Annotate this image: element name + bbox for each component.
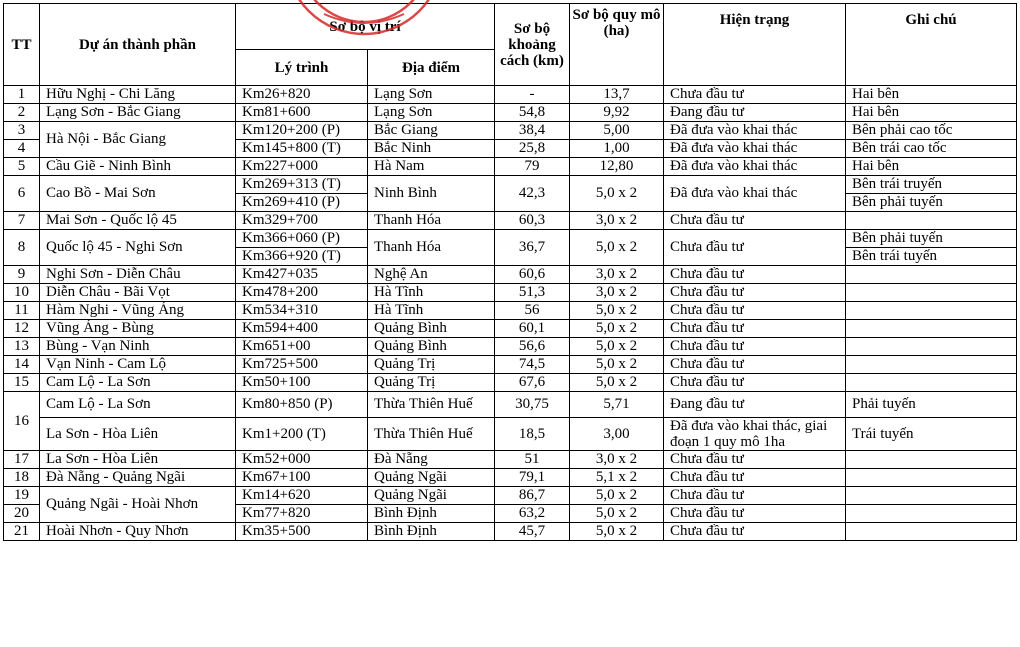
cell-distance: 51	[495, 451, 570, 469]
cell-chainage: Km366+060 (P)	[236, 230, 368, 248]
cell-chainage: Km77+820	[236, 505, 368, 523]
cell-distance: 74,5	[495, 356, 570, 374]
cell-note: Trái tuyến	[846, 418, 1017, 451]
cell-distance: 54,8	[495, 104, 570, 122]
cell-status: Đã đưa vào khai thác	[664, 176, 846, 212]
cell-project: Cầu Giẽ - Ninh Bình	[40, 158, 236, 176]
cell-distance: 56,6	[495, 338, 570, 356]
cell-tt: 1	[4, 86, 40, 104]
cell-status: Chưa đầu tư	[664, 86, 846, 104]
table-row	[4, 104, 1017, 122]
header-status: Hiện trạng	[664, 4, 846, 86]
table-row	[4, 356, 1017, 374]
cell-tt: 19	[4, 487, 40, 505]
table-row	[4, 451, 1017, 469]
cell-note: Hai bên	[846, 158, 1017, 176]
cell-status: Chưa đầu tư	[664, 266, 846, 284]
cell-note	[846, 451, 1017, 469]
table-row	[4, 212, 1017, 230]
cell-note	[846, 320, 1017, 338]
cell-note: Hai bên	[846, 104, 1017, 122]
cell-project: Hoài Nhơn - Quy Nhơn	[40, 523, 236, 541]
cell-place: Quảng Bình	[368, 338, 495, 356]
cell-chainage: Km26+820	[236, 86, 368, 104]
cell-chainage: Km80+850 (P)	[236, 392, 368, 418]
header-note: Ghi chú	[846, 4, 1017, 86]
cell-chainage: Km269+313 (T)	[236, 176, 368, 194]
cell-scale: 12,80	[570, 158, 664, 176]
cell-status: Chưa đầu tư	[664, 338, 846, 356]
cell-note	[846, 302, 1017, 320]
cell-tt: 12	[4, 320, 40, 338]
cell-project: La Sơn - Hòa Liên	[40, 451, 236, 469]
cell-distance: 60,6	[495, 266, 570, 284]
cell-note: Bên trái truyến	[846, 176, 1017, 194]
cell-place: Bắc Ninh	[368, 140, 495, 158]
cell-tt: 3	[4, 122, 40, 140]
cell-distance: 60,3	[495, 212, 570, 230]
cell-tt: 8	[4, 230, 40, 266]
cell-project: Cam Lộ - La Sơn	[40, 392, 236, 418]
cell-place: Thanh Hóa	[368, 230, 495, 266]
cell-project: Quảng Ngãi - Hoài Nhơn	[40, 487, 236, 523]
cell-status: Chưa đầu tư	[664, 212, 846, 230]
cell-scale: 1,00	[570, 140, 664, 158]
cell-scale: 13,7	[570, 86, 664, 104]
cell-status: Chưa đầu tư	[664, 302, 846, 320]
cell-note: Bên phải tuyến	[846, 230, 1017, 248]
cell-tt: 2	[4, 104, 40, 122]
cell-place: Bình Định	[368, 523, 495, 541]
cell-note	[846, 469, 1017, 487]
cell-chainage: Km594+400	[236, 320, 368, 338]
header-project: Dự án thành phần	[40, 4, 236, 86]
table-row	[4, 392, 1017, 418]
cell-project: Vũng Áng - Bùng	[40, 320, 236, 338]
cell-scale: 5,0 x 2	[570, 523, 664, 541]
cell-project: Đà Nẵng - Quảng Ngãi	[40, 469, 236, 487]
cell-tt: 7	[4, 212, 40, 230]
cell-chainage: Km145+800 (T)	[236, 140, 368, 158]
cell-chainage: Km725+500	[236, 356, 368, 374]
table-row	[4, 487, 1017, 505]
header-tt: TT	[4, 4, 40, 86]
cell-distance: 86,7	[495, 487, 570, 505]
cell-distance: 79	[495, 158, 570, 176]
cell-distance: 45,7	[495, 523, 570, 541]
cell-note: Bên trái cao tốc	[846, 140, 1017, 158]
cell-project: Cao Bồ - Mai Sơn	[40, 176, 236, 212]
cell-scale: 9,92	[570, 104, 664, 122]
cell-distance: 25,8	[495, 140, 570, 158]
cell-chainage: Km478+200	[236, 284, 368, 302]
cell-note	[846, 487, 1017, 505]
cell-chainage: Km52+000	[236, 451, 368, 469]
cell-distance: 56	[495, 302, 570, 320]
cell-project: Hữu Nghị - Chi Lăng	[40, 86, 236, 104]
cell-project: Bùng - Vạn Ninh	[40, 338, 236, 356]
cell-note	[846, 266, 1017, 284]
cell-place: Quảng Trị	[368, 374, 495, 392]
cell-chainage: Km14+620	[236, 487, 368, 505]
cell-distance: -	[495, 86, 570, 104]
cell-place: Quảng Ngãi	[368, 487, 495, 505]
cell-chainage: Km35+500	[236, 523, 368, 541]
cell-tt: 14	[4, 356, 40, 374]
cell-status: Chưa đầu tư	[664, 487, 846, 505]
cell-project: Vạn Ninh - Cam Lộ	[40, 356, 236, 374]
cell-scale: 5,0 x 2	[570, 487, 664, 505]
header-scale: Sơ bộ quy mô (ha)	[570, 4, 664, 86]
cell-tt: 18	[4, 469, 40, 487]
cell-tt: 4	[4, 140, 40, 158]
cell-chainage: Km50+100	[236, 374, 368, 392]
cell-status: Đã đưa vào khai thác	[664, 140, 846, 158]
cell-scale: 3,0 x 2	[570, 266, 664, 284]
cell-status: Chưa đầu tư	[664, 505, 846, 523]
cell-tt: 15	[4, 374, 40, 392]
cell-place: Thanh Hóa	[368, 212, 495, 230]
cell-note	[846, 212, 1017, 230]
cell-place: Hà Tĩnh	[368, 284, 495, 302]
cell-project: Mai Sơn - Quốc lộ 45	[40, 212, 236, 230]
table-row	[4, 284, 1017, 302]
cell-chainage: Km427+035	[236, 266, 368, 284]
cell-scale: 5,0 x 2	[570, 302, 664, 320]
cell-note	[846, 505, 1017, 523]
cell-scale: 5,0 x 2	[570, 338, 664, 356]
header-location-group: Sơ bộ vị trí	[236, 4, 495, 50]
cell-place: Thừa Thiên Huế	[368, 418, 495, 451]
table-row	[4, 158, 1017, 176]
cell-place: Đà Nẵng	[368, 451, 495, 469]
cell-note: Bên phải cao tốc	[846, 122, 1017, 140]
cell-note: Bên phải tuyến	[846, 194, 1017, 212]
cell-scale: 3,0 x 2	[570, 451, 664, 469]
cell-scale: 5,1 x 2	[570, 469, 664, 487]
cell-status: Đang đầu tư	[664, 392, 846, 418]
cell-note	[846, 374, 1017, 392]
cell-distance: 51,3	[495, 284, 570, 302]
cell-chainage: Km534+310	[236, 302, 368, 320]
cell-place: Hà Nam	[368, 158, 495, 176]
cell-chainage: Km269+410 (P)	[236, 194, 368, 212]
cell-scale: 5,0 x 2	[570, 356, 664, 374]
cell-project: La Sơn - Hòa Liên	[40, 418, 236, 451]
cell-status: Đang đầu tư	[664, 104, 846, 122]
rest-stop-table	[3, 3, 1017, 541]
cell-scale: 3,0 x 2	[570, 212, 664, 230]
cell-note: Phải tuyến	[846, 392, 1017, 418]
cell-project: Hà Nội - Bắc Giang	[40, 122, 236, 158]
cell-project: Diễn Châu - Bãi Vọt	[40, 284, 236, 302]
table-row	[4, 418, 1017, 451]
cell-note	[846, 356, 1017, 374]
cell-place: Bắc Giang	[368, 122, 495, 140]
cell-project: Lạng Sơn - Bắc Giang	[40, 104, 236, 122]
cell-scale: 5,0 x 2	[570, 374, 664, 392]
cell-project: Cam Lộ - La Sơn	[40, 374, 236, 392]
cell-distance: 63,2	[495, 505, 570, 523]
cell-status: Đã đưa vào khai thác	[664, 158, 846, 176]
cell-status: Chưa đầu tư	[664, 469, 846, 487]
cell-project: Hàm Nghi - Vũng Áng	[40, 302, 236, 320]
cell-status: Chưa đầu tư	[664, 356, 846, 374]
cell-tt: 9	[4, 266, 40, 284]
header-place: Địa điểm	[368, 50, 495, 86]
table-row	[4, 86, 1017, 104]
cell-place: Quảng Trị	[368, 356, 495, 374]
cell-tt: 17	[4, 451, 40, 469]
cell-status: Chưa đầu tư	[664, 230, 846, 266]
cell-place: Nghệ An	[368, 266, 495, 284]
cell-scale: 5,0 x 2	[570, 320, 664, 338]
cell-place: Quảng Bình	[368, 320, 495, 338]
cell-distance: 42,3	[495, 176, 570, 212]
table-row	[4, 122, 1017, 140]
cell-distance: 18,5	[495, 418, 570, 451]
cell-note	[846, 523, 1017, 541]
cell-tt: 6	[4, 176, 40, 212]
cell-place: Quảng Ngãi	[368, 469, 495, 487]
cell-status: Chưa đầu tư	[664, 320, 846, 338]
cell-scale: 5,0 x 2	[570, 176, 664, 212]
table-row	[4, 176, 1017, 194]
cell-chainage: Km651+00	[236, 338, 368, 356]
cell-distance: 30,75	[495, 392, 570, 418]
table-row	[4, 302, 1017, 320]
cell-place: Ninh Bình	[368, 176, 495, 212]
cell-project: Nghi Sơn - Diễn Châu	[40, 266, 236, 284]
cell-chainage: Km227+000	[236, 158, 368, 176]
table-row	[4, 523, 1017, 541]
table-row	[4, 266, 1017, 284]
cell-chainage: Km329+700	[236, 212, 368, 230]
cell-tt: 11	[4, 302, 40, 320]
cell-status: Chưa đầu tư	[664, 523, 846, 541]
cell-chainage: Km366+920 (T)	[236, 248, 368, 266]
cell-distance: 79,1	[495, 469, 570, 487]
cell-scale: 5,71	[570, 392, 664, 418]
cell-tt: 13	[4, 338, 40, 356]
cell-tt: 16	[4, 392, 40, 451]
cell-distance: 60,1	[495, 320, 570, 338]
cell-status: Đã đưa vào khai thác, giai đoạn 1 quy mô 1ha	[664, 418, 846, 451]
cell-distance: 36,7	[495, 230, 570, 266]
cell-place: Lạng Sơn	[368, 104, 495, 122]
cell-status: Chưa đầu tư	[664, 451, 846, 469]
cell-scale: 5,0 x 2	[570, 505, 664, 523]
table-row	[4, 338, 1017, 356]
cell-status: Đã đưa vào khai thác	[664, 122, 846, 140]
cell-chainage: Km67+100	[236, 469, 368, 487]
table-row	[4, 320, 1017, 338]
cell-scale: 5,00	[570, 122, 664, 140]
cell-tt: 20	[4, 505, 40, 523]
cell-status: Chưa đầu tư	[664, 284, 846, 302]
cell-note	[846, 284, 1017, 302]
table-row	[4, 230, 1017, 248]
cell-status: Chưa đầu tư	[664, 374, 846, 392]
cell-tt: 21	[4, 523, 40, 541]
cell-chainage: Km1+200 (T)	[236, 418, 368, 451]
cell-place: Hà Tĩnh	[368, 302, 495, 320]
cell-place: Thừa Thiên Huế	[368, 392, 495, 418]
cell-chainage: Km81+600	[236, 104, 368, 122]
cell-scale: 3,0 x 2	[570, 284, 664, 302]
cell-note	[846, 338, 1017, 356]
cell-note: Bên trái tuyến	[846, 248, 1017, 266]
cell-distance: 38,4	[495, 122, 570, 140]
cell-scale: 5,0 x 2	[570, 230, 664, 266]
header-distance: Sơ bộ khoảng cách (km)	[495, 4, 570, 86]
cell-note: Hai bên	[846, 86, 1017, 104]
cell-project: Quốc lộ 45 - Nghi Sơn	[40, 230, 236, 266]
cell-place: Lạng Sơn	[368, 86, 495, 104]
header-chainage: Lý trình	[236, 50, 368, 86]
cell-place: Bình Định	[368, 505, 495, 523]
cell-tt: 10	[4, 284, 40, 302]
cell-distance: 67,6	[495, 374, 570, 392]
cell-tt: 5	[4, 158, 40, 176]
table-row	[4, 469, 1017, 487]
table-row	[4, 374, 1017, 392]
cell-chainage: Km120+200 (P)	[236, 122, 368, 140]
cell-scale: 3,00	[570, 418, 664, 451]
